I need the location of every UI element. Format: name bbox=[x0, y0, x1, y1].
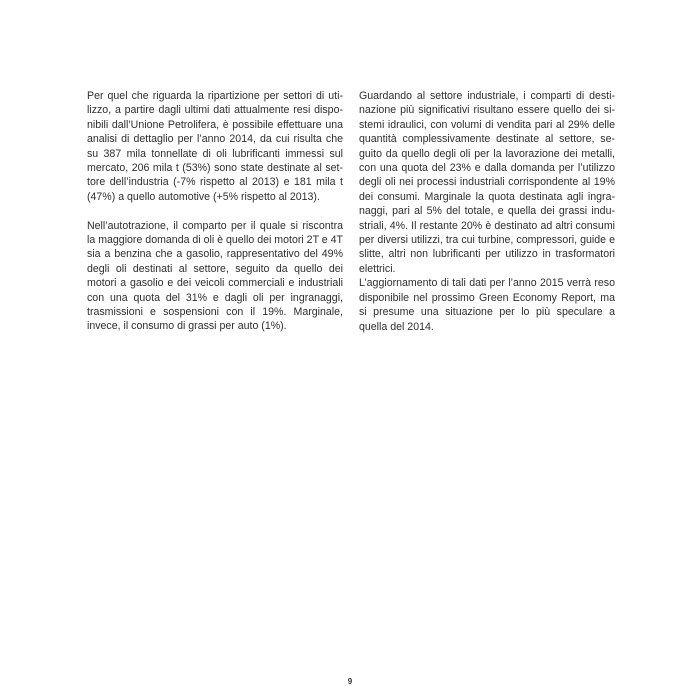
left-column bbox=[87, 89, 343, 334]
paragraph-sector-breakdown: Per quel che riguarda la ripartizione per settori di utilizzo, a partire dagli ultimi dati attualmente resi disponibili dall’Unione Petrolifera, è possibile effettuare una analisi di dettaglio per l’anno 2014, da cui risulta che su 387 mila tonnellate di oli lubrificanti immessi sul mercato, 206 mila t (53%) sono state destinate al settore dell’industria (-7% rispetto al 2013) e 181 mila t (47%) a quello automotive (+5% rispetto al 2013). bbox=[87, 90, 343, 203]
paragraph-automotive: Nell’autotrazione, il comparto per il quale si riscontra la maggiore domanda di oli è quello dei motori 2T e 4T sia a benzina che a gasolio, rappresentativo del 49% degli oli destinati al settore, seguito da quello dei motori a gasolio e dei veicoli commerciali e industriali con una quota del 31% e dagli oli per ingranaggi, trasmissioni e sospensioni con il 19%. Marginale, invece, il consumo di grassi per auto (1%). bbox=[87, 219, 343, 333]
paragraph-update-2015: L’aggiornamento di tali dati per l’anno 2015 verrà reso disponibile nel prossimo Green Economy Report, ma si presume una situazione per lo più speculare a quella del 2014. bbox=[359, 277, 615, 333]
right-column bbox=[359, 89, 615, 334]
paragraph-industrial: Guardando al settore industriale, i comparti di destinazione più significativi risultano essere quello dei sistemi idraulici, con volumi di vendita pari al 29% delle quantità complessivamente destinate al settore, seguito da quello degli oli per la lavorazione dei metalli, con una quota del 23% e dalla domanda per l’utilizzo degli oli nei processi industriali corrispondente al 19% dei consumi. Marginale la quota destinata agli ingranaggi, pari al 5% del totale, e quella dei grassi industriali, 4%. Il restante 20% è destinato ad altri consumi per diversi utilizzi, tra cui turbine, compressori, guide e slitte, altri non lubrificanti per utilizzo in trasformatori elettrici. bbox=[359, 90, 615, 275]
page-number: 9 bbox=[347, 677, 353, 686]
